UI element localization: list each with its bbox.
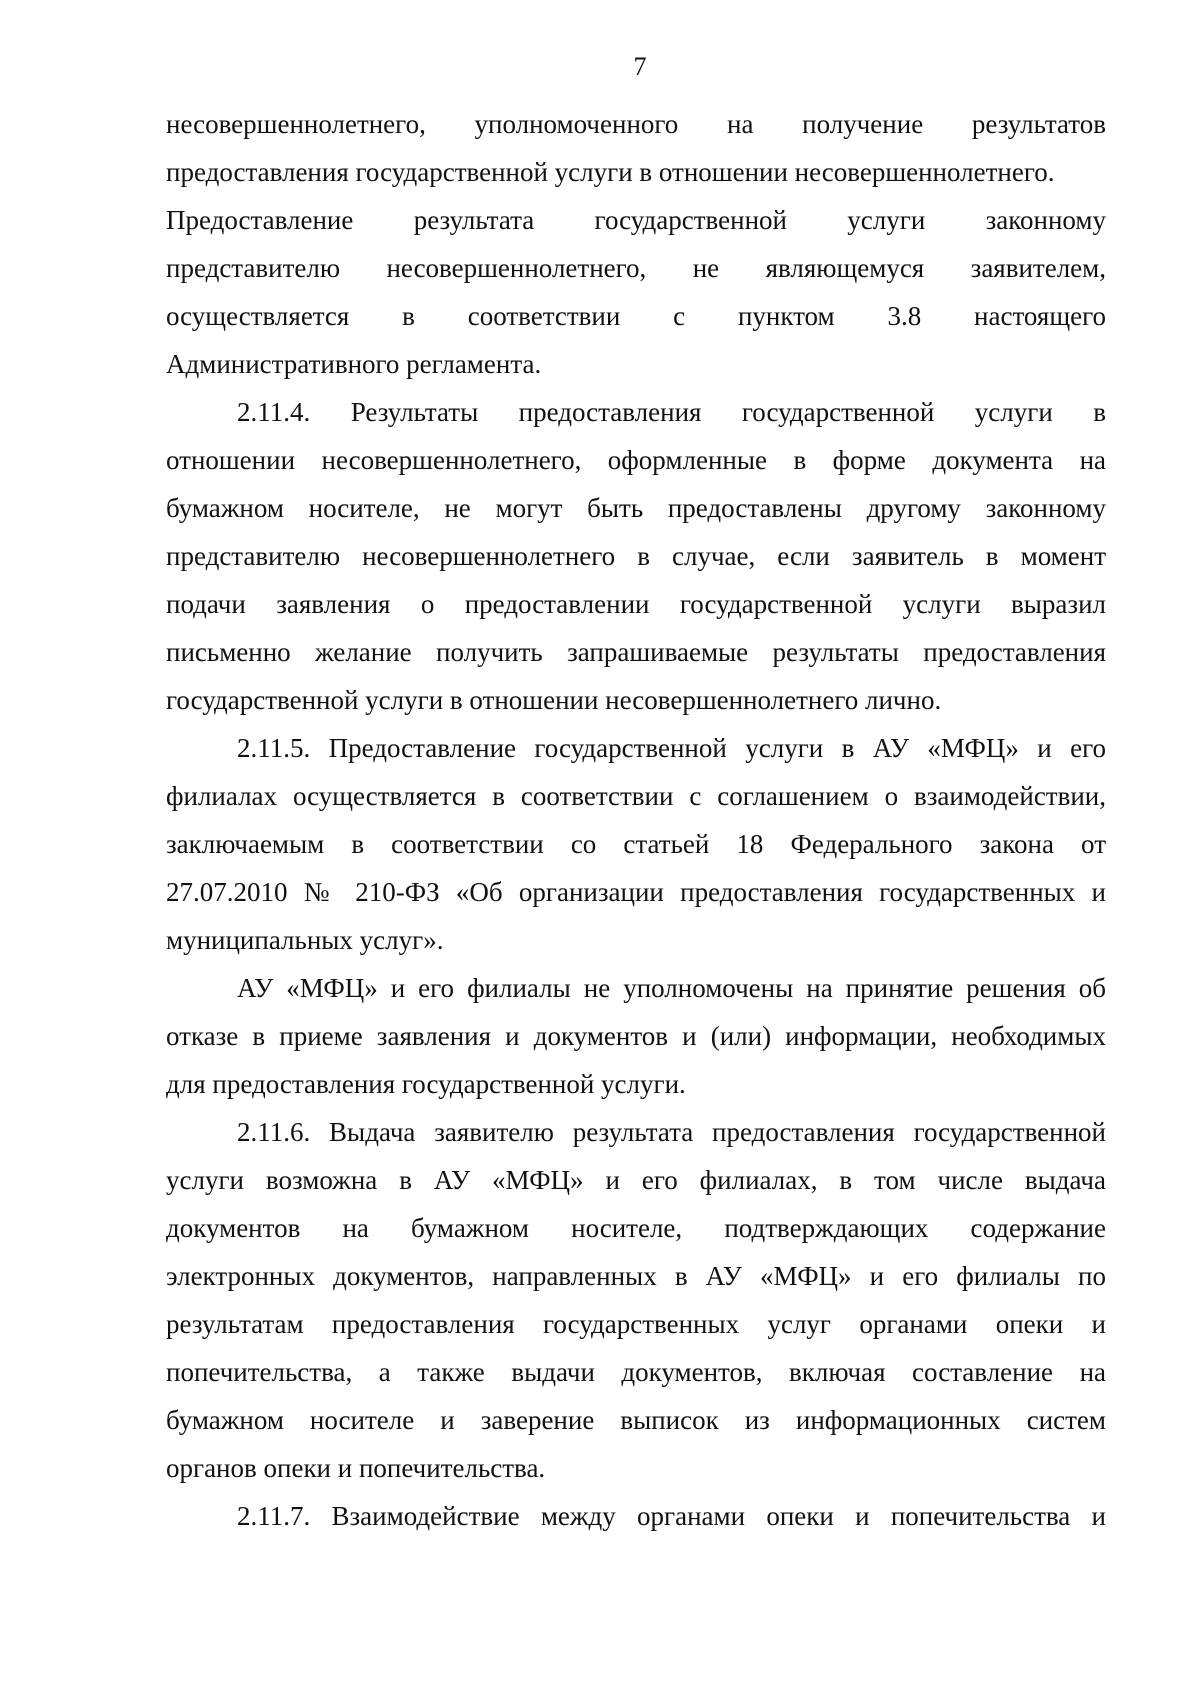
document-body <box>166 100 1106 1540</box>
text-line: бумажном носителе и заверение выписок из информационных систем <box>166 1405 1106 1435</box>
text-line: отношении несовершеннолетнего, оформленные в форме документа на <box>166 445 1106 475</box>
text-line: заключаемым в соответствии со статьей 18 Федерального закона от <box>166 829 1106 859</box>
text-line: представителю несовершеннолетнего, не являющемуся заявителем, <box>166 253 1106 283</box>
text-line: осуществляется в соответствии с пунктом 3.8 настоящего <box>166 301 1106 331</box>
paragraph-p6 <box>166 1108 1106 1492</box>
text-line: 2.11.6. Выдача заявителю результата предоставления государственной <box>237 1117 1106 1147</box>
paragraph-p4 <box>166 724 1106 964</box>
text-line: отказе в приеме заявления и документов и (или) информации, необходимых <box>166 1021 1106 1051</box>
paragraph-p1 <box>166 100 1106 196</box>
text-line: подачи заявления о предоставлении государственной услуги выразил <box>166 589 1106 619</box>
text-line: 2.11.4. Результаты предоставления государственной услуги в <box>237 397 1106 427</box>
text-line: несовершеннолетнего, уполномоченного на получение результатов <box>166 109 1106 139</box>
text-line: бумажном носителе, не могут быть предоставлены другому законному <box>166 493 1106 523</box>
text-line: попечительства, а также выдачи документов, включая составление на <box>166 1357 1106 1387</box>
text-line: представителю несовершеннолетнего в случае, если заявитель в момент <box>166 541 1106 571</box>
text-line: для предоставления государственной услуги. <box>166 1069 686 1099</box>
text-line: документов на бумажном носителе, подтверждающих содержание <box>166 1213 1106 1243</box>
text-line: письменно желание получить запрашиваемые результаты предоставления <box>166 637 1106 667</box>
text-line: 2.11.5. Предоставление государственной услуги в АУ «МФЦ» и его <box>237 733 1106 763</box>
text-line: электронных документов, направленных в АУ «МФЦ» и его филиалы по <box>166 1261 1106 1291</box>
text-line: 27.07.2010 № 210-ФЗ «Об организации предоставления государственных и <box>166 877 1106 907</box>
page-number: 7 <box>633 52 647 81</box>
text-line: Административного регламента. <box>166 349 542 379</box>
text-line: филиалах осуществляется в соответствии с соглашением о взаимодействии, <box>166 781 1106 811</box>
paragraph-p5 <box>166 964 1106 1108</box>
text-line: 2.11.7. Взаимодействие между органами опеки и попечительства и <box>237 1501 1106 1531</box>
text-line: предоставления государственной услуги в отношении несовершеннолетнего. <box>166 157 1055 187</box>
text-line: результатам предоставления государственных услуг органами опеки и <box>166 1309 1106 1339</box>
paragraph-p2 <box>166 196 1106 388</box>
text-line: Предоставление результата государственной услуги законному <box>166 205 1106 235</box>
text-line: АУ «МФЦ» и его филиалы не уполномочены на принятие решения об <box>237 973 1106 1003</box>
paragraph-p7 <box>166 1492 1106 1540</box>
text-line: услуги возможна в АУ «МФЦ» и его филиалах, в том числе выдача <box>166 1165 1106 1195</box>
text-line: государственной услуги в отношении несовершеннолетнего лично. <box>166 685 942 715</box>
text-line: муниципальных услуг». <box>166 925 444 955</box>
text-line: органов опеки и попечительства. <box>166 1453 546 1483</box>
paragraph-p3 <box>166 388 1106 724</box>
